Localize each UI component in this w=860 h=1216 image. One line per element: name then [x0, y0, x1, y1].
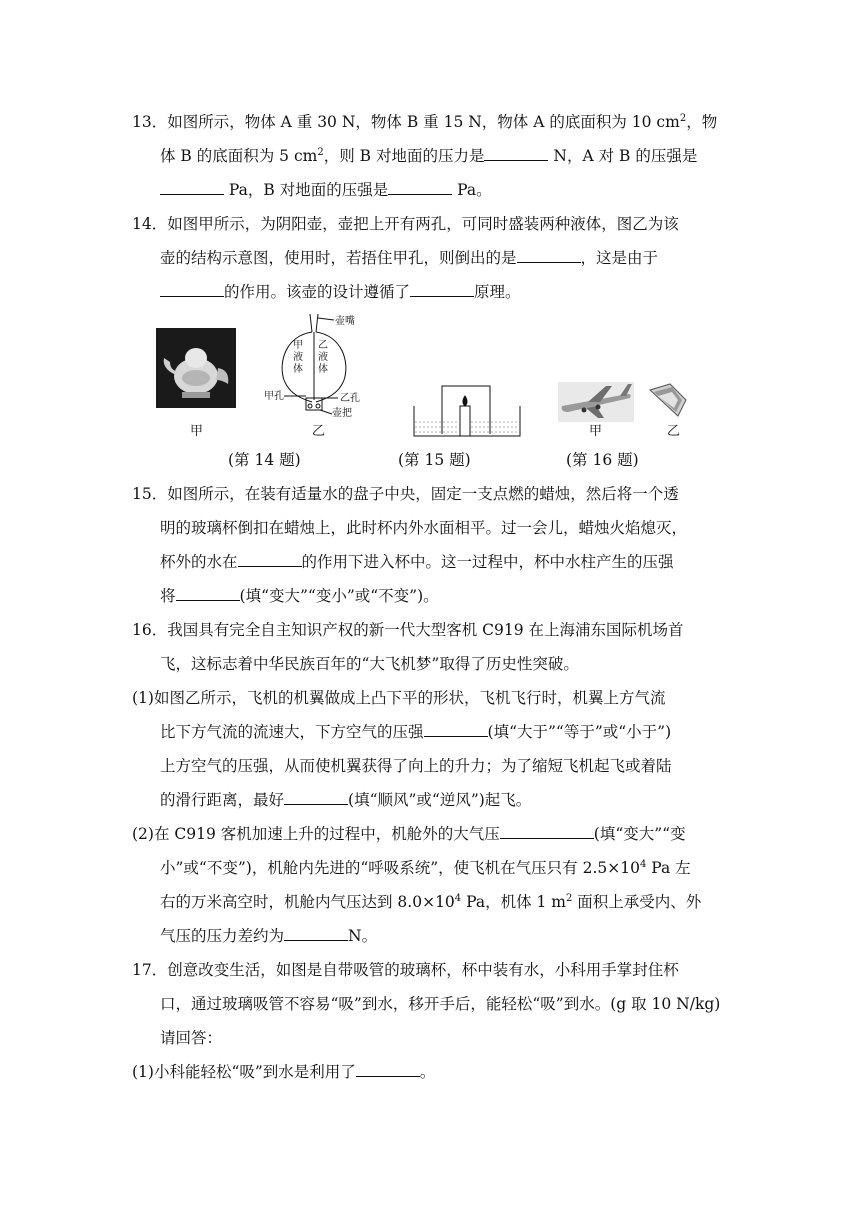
q16-line2: 飞，这标志着中华民族百年的“大飞机梦”取得了历史性突破。 [160, 655, 579, 673]
airplane-image [558, 382, 634, 422]
teapot-photo [156, 328, 236, 408]
q14-line3: 的作用。该壶的设计遵循了 原理。 [160, 282, 521, 302]
q13-line1: 13．如图所示，物体 A 重 30 N，物体 B 重 15 N，物体 A 的底面积为 10 $cm^2$，物 [132, 113, 718, 131]
pot-yi-liquid-label: 乙液体 [318, 340, 328, 375]
caption-q16: (第 16 题) [566, 451, 639, 469]
answer-blank[interactable] [356, 1062, 420, 1077]
q15-line3: 杯外的水在 的作用下进入杯中。这一过程中，杯中水柱产生的压强 [160, 553, 674, 571]
q14-line1: 14．如图甲所示，为阴阳壶，壶把上开有两孔，可同时盛装两种液体，图乙为该 [132, 215, 679, 233]
pot-handle-label: 壶把 [332, 408, 352, 419]
q16-line1: 16．我国具有完全自主知识产权的新一代大型客机 C919 在上海浦东国际机场首 [132, 621, 684, 639]
fig14-label-jia: 甲 [190, 424, 204, 439]
answer-blank[interactable] [284, 926, 348, 941]
q15-line4: 将 (填“变大”“变小”或“不变”)。 [160, 587, 439, 605]
q16-part2-line1: (2)在 C919 客机加速上升的过程中，机舱外的大气压 (填“变大”“变 [132, 825, 686, 843]
caption-q14: (第 14 题) [228, 451, 301, 469]
answer-blank[interactable] [410, 282, 474, 297]
answer-blank[interactable] [388, 180, 452, 195]
answer-blank[interactable] [284, 790, 348, 805]
q16-part2-line4: 气压的压力差约为 N。 [160, 927, 378, 945]
q14-line2: 壶的结构示意图，使用时，若捂住甲孔，则倒出的是 ，这是由于 [160, 249, 659, 267]
answer-blank[interactable] [160, 282, 224, 297]
fig16-label-jia: 甲 [589, 424, 603, 439]
q16-part1-line2: 比下方气流的流速大，下方空气的压强 (填“大于”“等于”或“小于”) [160, 723, 672, 741]
q17-line2: 口，通过玻璃吸管不容易“吸”到水，移开手后，能轻松“吸”到水。(g 取 10 N/kg) [160, 995, 721, 1013]
answer-blank[interactable] [500, 824, 594, 839]
answer-blank[interactable] [424, 722, 488, 737]
q16-part2-line2: 小”或“不变”)，机舱内先进的“呼吸系统”，使飞机在气压只有 $2.5\times 10^4$ Pa 左 [160, 859, 691, 877]
pot-jia-hole-label: 甲孔 [264, 391, 284, 402]
answer-blank[interactable] [238, 552, 302, 567]
pot-jia-liquid-label: 甲液体 [293, 340, 303, 375]
wing-image [648, 382, 690, 418]
fig16-label-yi: 乙 [667, 424, 681, 439]
q13-line3: Pa，B 对地面的压强是 Pa。 [160, 180, 492, 200]
q17-line1: 17．创意改变生活，如图是自带吸管的玻璃杯，杯中装有水，小科用手掌封住杯 [132, 961, 679, 979]
answer-blank[interactable] [176, 586, 240, 601]
q16-part1-line4: 的滑行距离，最好 (填“顺风”或“逆风”)起飞。 [160, 791, 532, 809]
answer-blank[interactable] [484, 146, 548, 161]
pot-yi-hole-label: 乙孔 [340, 393, 360, 404]
pot-spout-label: 壶嘴 [335, 316, 355, 327]
answer-blank[interactable] [160, 180, 224, 195]
caption-q15: (第 15 题) [398, 451, 471, 469]
q17-line3: 请回答： [160, 1029, 223, 1047]
q16-part1-line3: 上方空气的压强，从而使机翼获得了向上的升力；为了缩短飞机起飞或着陆 [160, 757, 672, 775]
answer-blank[interactable] [517, 248, 581, 263]
q16-part2-line3: 右的万米高空时，机舱内气压达到 $8.0\times 10^4$ Pa，机体 1 $m^2$ 面积上承受内、外 [160, 893, 702, 911]
q13-line2: 体 B 的底面积为 5 $cm^2$，则 B 对地面的压力是 N，A 对 B 的压强是 [160, 147, 698, 165]
fig14-label-yi: 乙 [312, 424, 326, 439]
q17-part1: (1)小科能轻松“吸”到水是利用了 。 [132, 1063, 436, 1081]
q15-line2: 明的玻璃杯倒扣在蜡烛上，此时杯内外水面相平。过一会儿，蜡烛火焰熄灭， [160, 519, 688, 537]
q16-part1-line1: (1)如图乙所示，飞机的机翼做成上凸下平的形状，飞机飞行时，机翼上方气流 [132, 689, 666, 707]
q15-line1: 15．如图所示，在装有适量水的盘子中央，固定一支点燃的蜡烛，然后将一个透 [132, 485, 679, 503]
candle-cup-diagram [412, 384, 522, 442]
